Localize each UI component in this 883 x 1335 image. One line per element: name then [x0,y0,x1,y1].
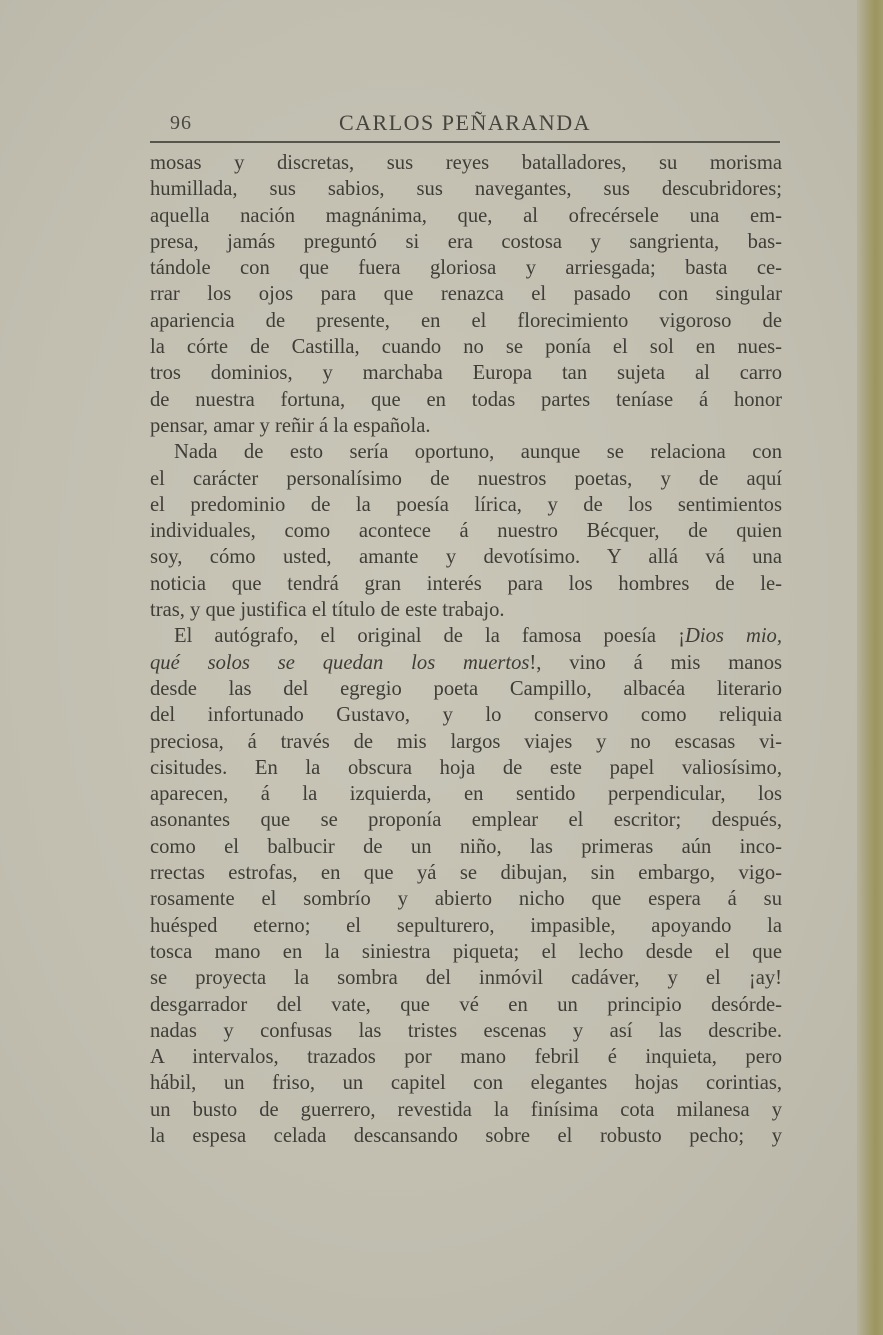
text-line: el predominio de la poesía lírica, y de los sentimientos [150,493,782,516]
text-line: A intervalos, trazados por mano febril é inquieta, pero [150,1046,782,1069]
text-line: un busto de guerrero, revestida la finísima cota milanesa y [150,1098,782,1121]
text-line: tros dominios, y marchaba Europa tan sujeta al carro [150,362,782,385]
text-line: individuales, como acontece á nuestro Bécquer, de quien [150,520,782,543]
text-line: tosca mano en la siniestra piqueta; el lecho desde el que [150,940,782,963]
page-number: 96 [170,112,192,134]
text-line: noticia que tendrá gran interés para los hombres de le- [150,572,782,595]
page-spine-edge [857,0,883,1335]
text-line: Nada de esto sería oportuno, aunque se relaciona con [174,441,782,464]
text-line: rrar los ojos para que renazca el pasado con singular [150,283,782,306]
text-line: del infortunado Gustavo, y lo conservo como reliquia [150,704,782,727]
text-line: humillada, sus sabios, sus navegantes, sus descubridores; [150,178,782,201]
header-rule [150,141,780,143]
text-line: como el balbucir de un niño, las primeras aún inco- [150,835,782,858]
text-line: apariencia de presente, en el florecimiento vigoroso de [150,309,782,332]
text-line: qué solos se quedan los muertos!, vino á mis manos [150,651,783,674]
text-line: rrectas estrofas, en que yá se dibujan, sin embargo, vigo- [150,862,782,885]
text-line: el carácter personalísimo de nuestros poetas, y de aquí [150,467,782,490]
text-line: huésped eterno; el sepulturero, impasible, apoyando la [150,914,782,937]
text-line: aparecen, á la izquierda, en sentido perpendicular, los [150,783,782,806]
text-line: desde las del egregio poeta Campillo, albacéa literario [150,677,782,700]
text-line: pensar, amar y reñir á la española. [150,414,431,437]
text-line: presa, jamás preguntó si era costosa y sangrienta, bas- [150,230,782,253]
running-head: CARLOS PEÑARANDA [339,110,591,135]
text-line: se proyecta la sombra del inmóvil cadáver, y el ¡ay! [150,967,782,990]
text-line: soy, cómo usted, amante y devotísimo. Y allá vá una [150,546,782,569]
text-line: hábil, un friso, un capitel con elegantes hojas corintias, [150,1072,782,1095]
text-line: cisitudes. En la obscura hoja de este papel valiosísimo, [150,756,782,779]
text-line: aquella nación magnánima, que, al ofrecérsele una em- [150,204,782,227]
text-line: rosamente el sombrío y abierto nicho que espera á su [150,888,782,911]
page-header [150,108,780,140]
text-line: El autógrafo, el original de la famosa poesía ¡Dios mio, [174,625,783,648]
text-line: tras, y que justifica el título de este trabajo. [150,599,505,622]
text-line: la espesa celada descansando sobre el robusto pecho; y [150,1124,782,1147]
text-line: preciosa, á través de mis largos viajes y no escasas vi- [150,730,782,753]
text-line: nadas y confusas las tristes escenas y así las describe. [150,1019,782,1042]
text-line: de nuestra fortuna, que en todas partes teníase á honor [150,388,782,411]
text-line: desgarrador del vate, que vé en un principio desórde- [150,993,782,1016]
text-line: la córte de Castilla, cuando no se ponía el sol en nues- [150,336,782,359]
text-line: mosas y discretas, sus reyes batalladores, su morisma [150,152,782,174]
text-line: asonantes que se proponía emplear el escritor; después, [150,809,782,832]
text-line: tándole con que fuera gloriosa y arriesgada; basta ce- [150,257,782,280]
body-text [150,150,782,1149]
